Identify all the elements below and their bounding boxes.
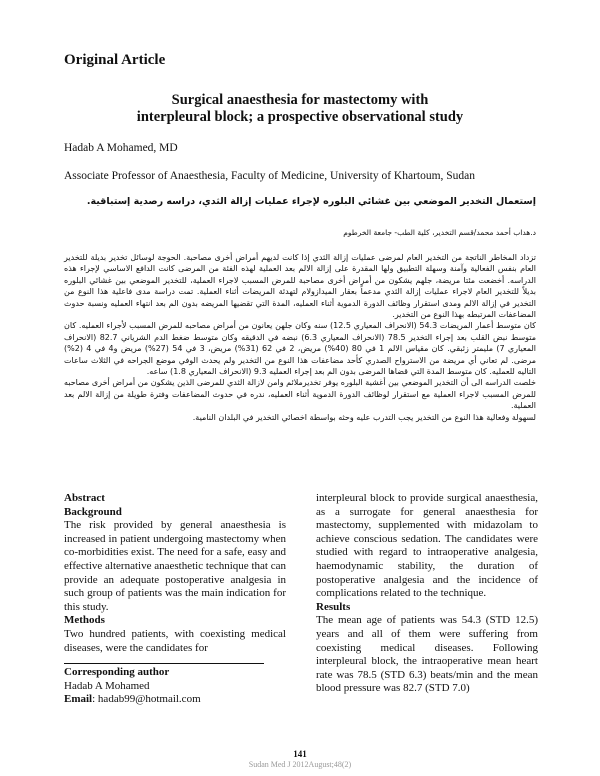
journal-citation: Sudan Med J 2012August;48(2) xyxy=(248,760,352,769)
author-affiliation: Associate Professor of Anaesthesia, Faculty of Medicine, University of Khartoum, Sudan xyxy=(64,170,476,182)
arabic-paragraph: تزداد المخاطر الناتجة من التخدير العام لمرضى عمليات إزالة الثدي إذا كانت لديهم أمراض أخرى مصاحبة. الحوجة لوسائل تخدير بديلة للتخدير العام بنفس الفعالية وآمنة وسهلة التطبيق ولها المقدرة على إزالة الالم بعد العملية لهذه الفئة من المرضى كانت الدافع الاساسي لإجراء هذه الدراسه. أخضعت مئتا مريضة، جلهم يشكون من أمراض أخرى مصاحبة للمرض المسبب لاجراء العملية، للتخدير الموضعي بين غشائي البلوره بديلاً للتخدير العام لاجراء عمليات إزالة الثدي مدعماً بعقار الميدازولام لتهدئة المريضات أثناء العملية. تمت دراسة مدى فاعلية هذا النوع من التخدير في إزالة الالم ومدى استقرار وظائف الدورة الدموية أثناء العمليه، المدة التي تقضيها المريضه بدون الم بعد انتهاء العمليه ونسبة حدوث المضاعفات المرتبطه بهذا النوع من التخدير. xyxy=(64,253,536,320)
arabic-title: إستعمال التخدير الموضعي بين غشائي البلوره لإجراء عمليات إزالة الثدي، دراسه رصدية إستباقية. xyxy=(86,196,536,207)
corresponding-author-heading: Corresponding author xyxy=(64,666,170,679)
section-label: Original Article xyxy=(64,52,166,68)
methods-heading: Methods xyxy=(64,614,105,627)
article-title xyxy=(60,92,540,126)
page-number: 141 xyxy=(293,749,307,759)
email-label: Email xyxy=(64,693,93,706)
methods-text: Two hundred patients, with coexisting medical diseases, were the candidates for xyxy=(64,627,286,654)
author-name: Hadab A Mohamed, MD xyxy=(64,142,178,154)
arabic-abstract xyxy=(64,252,536,423)
title-line-2: interpleural block; a prospective observational study xyxy=(136,109,464,125)
corresponding-email xyxy=(64,693,286,707)
left-column xyxy=(64,492,286,707)
footnote-divider xyxy=(64,655,264,664)
right-column xyxy=(316,492,538,696)
arabic-paragraph: لسهولة وفعالية هذا النوع من التخدير يجب التدرب عليه وحثه بواسطة اخصائي التخدير في البلدان النامية. xyxy=(192,412,536,422)
arabic-paragraph: كان متوسط أعمار المريضات 54.3 (الانحراف المعياري 12.5) سنه وكان جلهن يعانون من أمراض مصاحبه للمرض المسبب لأجراء العمليه. كان متوسط نبض القلب بعد إجراء التخدير 78.5 (الانحراف المعياري 6.3) نبضه في الدقيقه وكان متوسط ضغط الدم الشرياني 82.7 (الانحراف المعياري 7) مليمتر زئبقي. كان مقياس الالم 1 في 80 (40%) مريض، 2 في 62 (31%) مريض، 3 في 54 (27%) مريض و4 في 4 (2%) مرضى. لم تعاني أي مريضة من الاسترواح الصدري كأحد مضاعفات هذا النوع من التخدير ولم يحدث الوفي موضع الجراحه في الثلاث ساعات التاليه للعمليه. كان متوسط المدة التي قضاها المرضى بدون الم بعد إجراء العمليه 9.3 (الانحراف المعياري 1.8) ساعه. xyxy=(64,321,537,377)
background-heading: Background xyxy=(64,505,122,518)
arabic-paragraph: خلصت الدراسه الى أن التخدير الموضعي بين أغشية البلوره يوفر تخديرملائم وامن لازالة الثدي للمرضى الذين يشكون من أمراض أخرى مصاحبه للمرض المسبب لاجراء العملية مع استقرار لوظائف الدورة الدموية أثناء العمليه، ندره في حدوث المضاعفات وفترة طويلة من إزالة الالم بعد العملية. xyxy=(64,378,536,411)
abstract-heading: Abstract xyxy=(64,492,105,504)
email-value: : hadab99@hotmail.com xyxy=(92,693,201,706)
background-text: The risk provided by general anaesthesia is increased in patient undergoing mastectomy when co-morbidities exist. The need for a safe, easy and effective alternative anaesthetic technique that can provide an adequate postoperative analgesia in such group of patients was the main indication for this study. xyxy=(64,519,286,613)
results-text: The mean age of patients was 54.3 (STD 12.5) years and all of them were suffering from coexisting medical diseases. Following interpleural block, the intraoperative mean heart rate was 78.5 (STD 6.3) beats/min and the mean blood pressure was 82.7 (STD 7.0) xyxy=(316,614,538,695)
title-line-1: Surgical anaesthesia for mastectomy with xyxy=(171,92,429,108)
results-heading: Results xyxy=(316,600,351,613)
corresponding-author-name: Hadab A Mohamed xyxy=(64,679,150,692)
methods-continued-text: interpleural block to provide surgical anaesthesia, as a surrogate for general anaesthesia for mastectomy, supplemented with midazolam to achieve conscious sedation. The candidates were studied with regard to intraoperative analgesia, haemodynamic stability, the duration of postoperative analgesia and the incidence of complications related to the technique. xyxy=(316,492,538,600)
arabic-author-line: د.هداب أحمد محمد/قسم التخدير، كلية الطب- جامعة الخرطوم xyxy=(343,228,536,237)
